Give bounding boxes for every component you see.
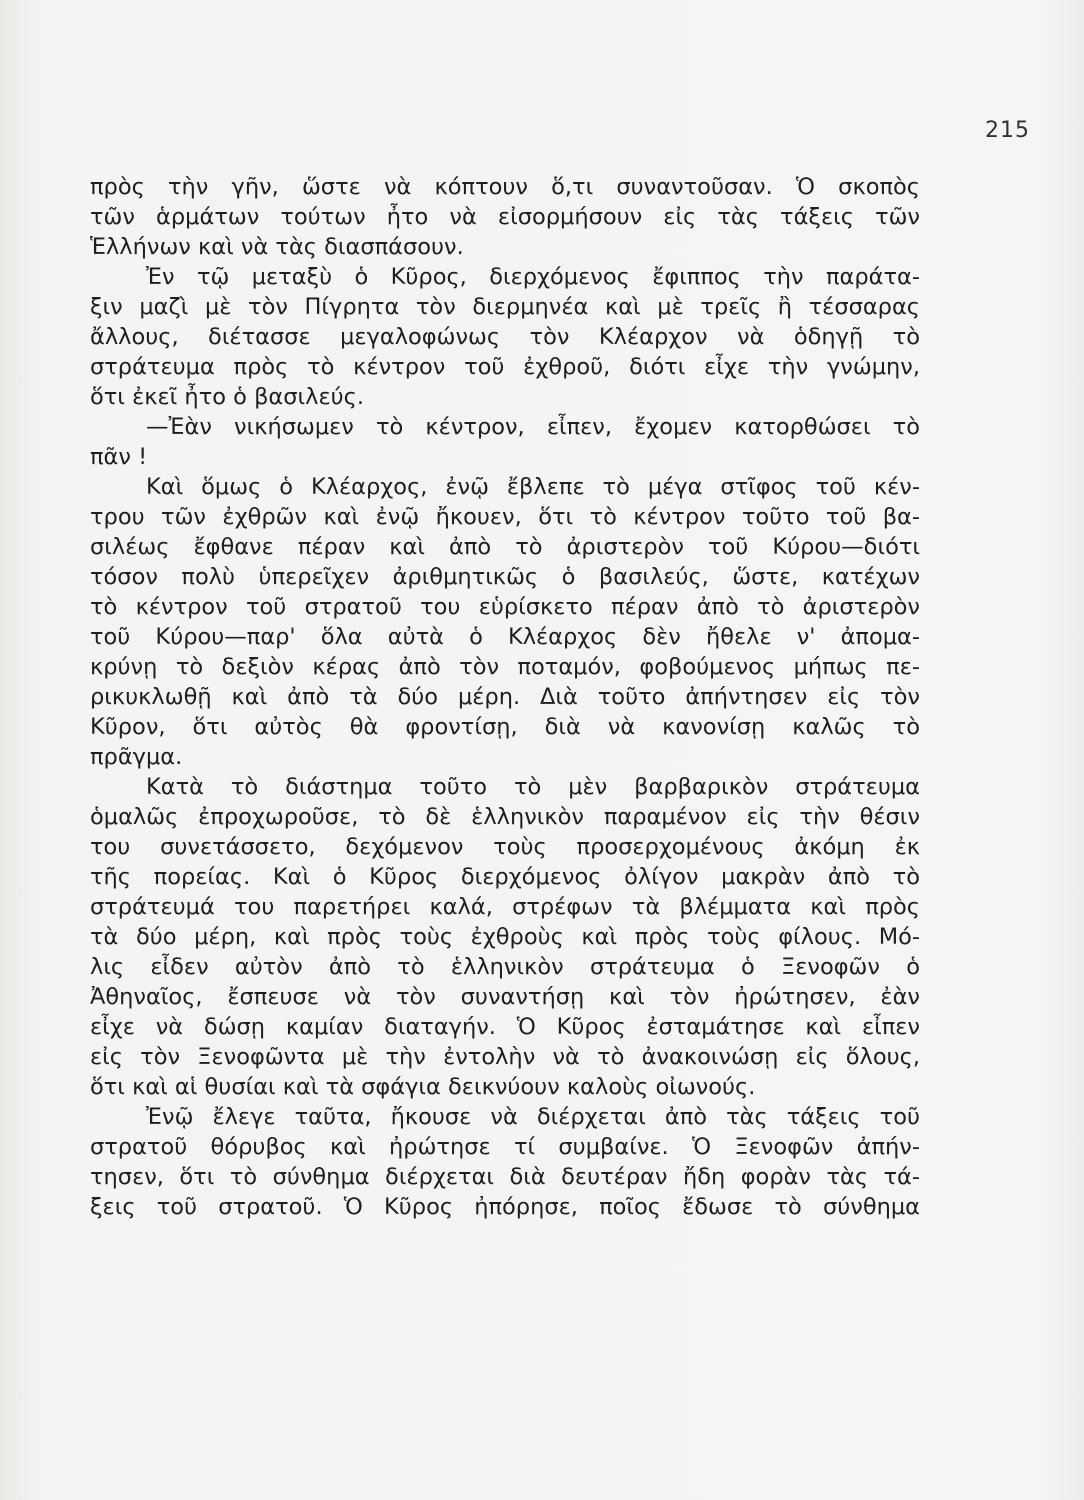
text-line: ξεις τοῦ στρατοῦ. Ὁ Κῦρος ἠπόρησε, ποῖος ἔδωσε τὸ σύνθημα — [90, 1194, 920, 1220]
text-line: στράτευμά του παρετήρει καλά, στρέφων τὰ βλέμματα καὶ πρὸς — [90, 894, 920, 920]
text-line: ρικυκλωθῇ καὶ ἀπὸ τὰ δύο μέρη. Διὰ τοῦτο ἀπήντησεν εἰς τὸν — [90, 684, 920, 710]
text-line: τόσον πολὺ ὑπερεῖχεν ἀριθμητικῶς ὁ βασιλεύς, ὥστε, κατέχων — [90, 564, 920, 590]
text-line: τρου τῶν ἐχθρῶν καὶ ἐνῷ ἤκουεν, ὅτι τὸ κέντρον τοῦτο τοῦ βα- — [90, 504, 920, 530]
text-line: λις εἶδεν αὐτὸν ἀπὸ τὸ ἑλληνικὸν στράτευμα ὁ Ξενοφῶν ὁ — [90, 954, 920, 980]
text-line: Ἐνῷ ἔλεγε ταῦτα, ἤκουσε νὰ διέρχεται ἀπὸ τὰς τάξεις τοῦ — [146, 1104, 920, 1130]
text-line: πρᾶγμα. — [90, 744, 183, 770]
text-line: Κῦρον, ὅτι αὐτὸς θὰ φροντίσῃ, διὰ νὰ κανονίσῃ καλῶς τὸ — [90, 714, 920, 740]
text-line: ὁμαλῶς ἐπροχωροῦσε, τὸ δὲ ἑλληνικὸν παραμένον εἰς τὴν θέσιν — [90, 804, 920, 830]
text-line: τησεν, ὅτι τὸ σύνθημα διέρχεται διὰ δευτέραν ἤδη φορὰν τὰς τά- — [90, 1164, 920, 1190]
text-line: κρύνῃ τὸ δεξιὸν κέρας ἀπὸ τὸν ποταμόν, φοβούμενος μήπως πε- — [90, 654, 920, 680]
text-line: πρὸς τὴν γῆν, ὥστε νὰ κόπτουν ὅ,τι συναντοῦσαν. Ὁ σκοπὸς — [90, 174, 920, 200]
text-line: ὅτι καὶ αἱ θυσίαι καὶ τὰ σφάγια δεικνύουν καλοὺς οἰωνούς. — [90, 1074, 756, 1100]
text-line: τῶν ἁρμάτων τούτων ἦτο νὰ εἰσορμήσουν εἰς τὰς τάξεις τῶν — [90, 204, 920, 230]
text-line: εἰς τὸν Ξενοφῶντα μὲ τὴν ἐντολὴν νὰ τὸ ἀνακοινώσῃ εἰς ὅλους, — [90, 1044, 920, 1070]
text-line: στράτευμα πρὸς τὸ κέντρον τοῦ ἐχθροῦ, διότι εἶχε τὴν γνώμην, — [90, 354, 920, 380]
text-line: Κατὰ τὸ διάστημα τοῦτο τὸ μὲν βαρβαρικὸν στράτευμα — [146, 774, 920, 800]
text-line: σιλέως ἔφθανε πέραν καὶ ἀπὸ τὸ ἀριστερὸν τοῦ Κύρου—διότι — [90, 534, 920, 560]
text-line: ὅτι ἐκεῖ ἦτο ὁ βασιλεύς. — [90, 384, 364, 410]
text-line: τοῦ Κύρου—παρ' ὅλα αὐτὰ ὁ Κλέαρχος δὲν ἤθελε ν' ἀπομα- — [90, 624, 920, 650]
text-line: πᾶν ! — [90, 444, 148, 470]
text-line: Ἐν τῷ μεταξὺ ὁ Κῦρος, διερχόμενος ἔφιππος τὴν παράτα- — [146, 264, 920, 290]
text-line: εἶχε νὰ δώσῃ καμίαν διαταγήν. Ὁ Κῦρος ἐσταμάτησε καὶ εἶπεν — [90, 1014, 920, 1040]
text-line: —Ἐὰν νικήσωμεν τὸ κέντρον, εἶπεν, ἔχομεν κατορθώσει τὸ — [146, 414, 920, 440]
text-line: τῆς πορείας. Καὶ ὁ Κῦρος διερχόμενος ὀλίγον μακρὰν ἀπὸ τὸ — [90, 864, 920, 890]
text-line: ξιν μαζὶ μὲ τὸν Πίγρητα τὸν διερμηνέα καὶ μὲ τρεῖς ἢ τέσσαρας — [90, 294, 920, 320]
text-line: τὰ δύο μέρη, καὶ πρὸς τοὺς ἐχθροὺς καὶ πρὸς τοὺς φίλους. Μό- — [90, 924, 920, 950]
text-line: Ἀθηναῖος, ἔσπευσε νὰ τὸν συναντήσῃ καὶ τὸν ἠρώτησεν, ἐὰν — [90, 984, 920, 1010]
text-line: τὸ κέντρον τοῦ στρατοῦ του εὑρίσκετο πέραν ἀπὸ τὸ ἀριστερὸν — [90, 594, 920, 620]
body-text — [90, 172, 920, 1222]
text-line: ἄλλους, διέτασσε μεγαλοφώνως τὸν Κλέαρχον νὰ ὁδηγῇ τὸ — [90, 324, 920, 350]
page-number: 215 — [985, 118, 1030, 143]
text-line: Καὶ ὅμως ὁ Κλέαρχος, ἐνῷ ἔβλεπε τὸ μέγα στῖφος τοῦ κέν- — [146, 474, 920, 500]
text-line: στρατοῦ θόρυβος καὶ ἠρώτησε τί συμβαίνε. Ὁ Ξενοφῶν ἀπήν- — [90, 1134, 920, 1160]
text-line: του συνετάσσετο, δεχόμενον τοὺς προσερχομένους ἀκόμη ἐκ — [90, 834, 920, 860]
text-line: Ἑλλήνων καὶ νὰ τὰς διασπάσουν. — [90, 234, 464, 260]
